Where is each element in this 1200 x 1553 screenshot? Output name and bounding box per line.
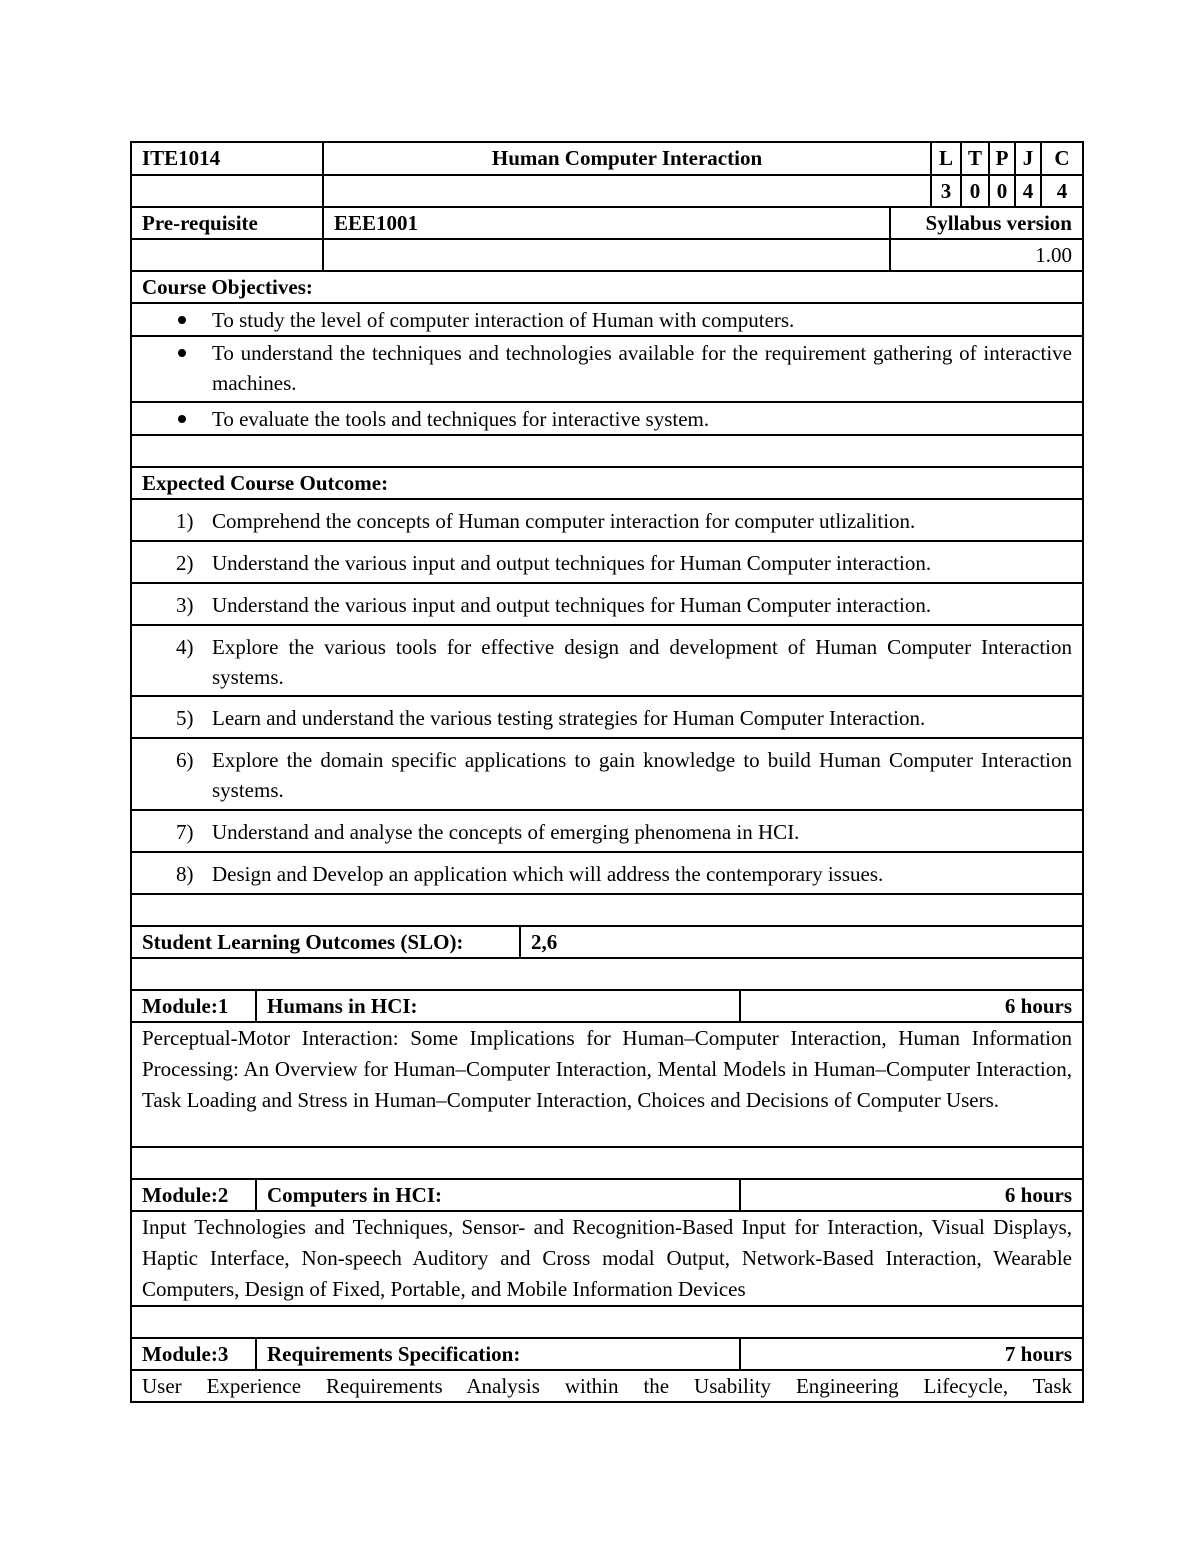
module-content: Input Technologies and Techniques, Sensor- and Recognition-Based Input for Interaction, Visual Displays, Haptic Interface, Non-speech Auditory and Cross modal Output, Network-Based Interaction, Wearable Computers, Design of Fixed, Portable, and Mobile Information Devices <box>130 1210 1084 1305</box>
spacer-row <box>130 1146 1084 1178</box>
ltp-value-l: 3 <box>930 176 960 206</box>
syllabus-version-value: 1.00 <box>889 240 1082 270</box>
module-label: Module:3 <box>142 1342 229 1366</box>
ltp-value-j: 4 <box>1014 176 1040 206</box>
slo-row <box>130 925 1084 957</box>
spacer-row <box>130 957 1084 989</box>
outcome-item: 7) Understand and analyse the concepts of emerging phenomena in HCI. <box>130 809 1084 851</box>
outcome-item: 5) Learn and understand the various testing strategies for Human Computer Interaction. <box>130 695 1084 737</box>
module-hours: 7 hours <box>739 1339 1082 1369</box>
objectives-heading: Course Objectives: <box>130 270 1084 302</box>
module-label: Module:1 <box>142 994 229 1018</box>
module-header <box>130 989 1084 1021</box>
outcome-item: 3) Understand the various input and output techniques for Human Computer interaction. <box>130 582 1084 624</box>
objective-item: To understand the techniques and technologies available for the requirement gathering of interactive machines. <box>130 335 1084 401</box>
prereq-row <box>130 206 1084 238</box>
ltp-value-c: 4 <box>1040 176 1082 206</box>
ltp-value-t: 0 <box>960 176 988 206</box>
ltp-label-c: C <box>1040 143 1082 174</box>
module-header <box>130 1337 1084 1369</box>
spacer-row <box>130 893 1084 925</box>
slo-label: Student Learning Outcomes (SLO): <box>142 930 464 954</box>
objective-item: To study the level of computer interaction of Human with computers. <box>130 302 1084 335</box>
ltp-label-j: J <box>1014 143 1040 174</box>
course-code: ITE1014 <box>142 146 221 170</box>
slo-value: 2,6 <box>519 927 1082 957</box>
outcome-item: 6) Explore the domain specific applications to gain knowledge to build Human Computer Interaction systems. <box>130 737 1084 809</box>
module-content: Perceptual-Motor Interaction: Some Implications for Human–Computer Interaction, Human Information Processing: An Overview for Human–Computer Interaction, Mental Models in Human–Computer Interaction, Task Loading and Stress in Human–Computer Interaction, Choices and Decisions of Computer Users. <box>130 1021 1084 1146</box>
module-header <box>130 1178 1084 1210</box>
ltp-label-l: L <box>930 143 960 174</box>
syllabus-version-label: Syllabus version <box>889 208 1082 238</box>
ltp-label-p: P <box>988 143 1014 174</box>
credits-row <box>130 174 1084 206</box>
objective-item: To evaluate the tools and techniques for interactive system. <box>130 401 1084 434</box>
ltp-label-t: T <box>960 143 988 174</box>
module-hours: 6 hours <box>739 991 1082 1021</box>
outcomes-heading: Expected Course Outcome: <box>130 466 1084 498</box>
module-hours: 6 hours <box>739 1180 1082 1210</box>
outcome-item: 4) Explore the various tools for effective design and development of Human Computer Interaction systems. <box>130 624 1084 695</box>
course-title: Human Computer Interaction <box>322 143 930 174</box>
outcome-item: 8) Design and Develop an application which will address the contemporary issues. <box>130 851 1084 893</box>
prereq-label: Pre-requisite <box>142 211 258 235</box>
module-title: Computers in HCI: <box>255 1180 739 1210</box>
spacer-row <box>130 434 1084 466</box>
module-title: Requirements Specification: <box>255 1339 739 1369</box>
module-content: User Experience Requirements Analysis within the Usability Engineering Lifecycle, Task <box>130 1369 1084 1403</box>
bullet-icon <box>178 349 186 357</box>
module-title: Humans in HCI: <box>255 991 739 1021</box>
outcome-item: 2) Understand the various input and output techniques for Human Computer interaction. <box>130 540 1084 582</box>
ltp-value-p: 0 <box>988 176 1014 206</box>
bullet-icon <box>178 316 186 324</box>
outcome-item: 1) Comprehend the concepts of Human computer interaction for computer utlizalition. <box>130 498 1084 540</box>
syllabus-table <box>130 141 1084 1403</box>
bullet-icon <box>178 415 186 423</box>
module-label: Module:2 <box>142 1183 229 1207</box>
spacer-row <box>130 1305 1084 1337</box>
version-row <box>130 238 1084 270</box>
prereq-value: EEE1001 <box>322 208 889 238</box>
header-row <box>130 141 1084 174</box>
